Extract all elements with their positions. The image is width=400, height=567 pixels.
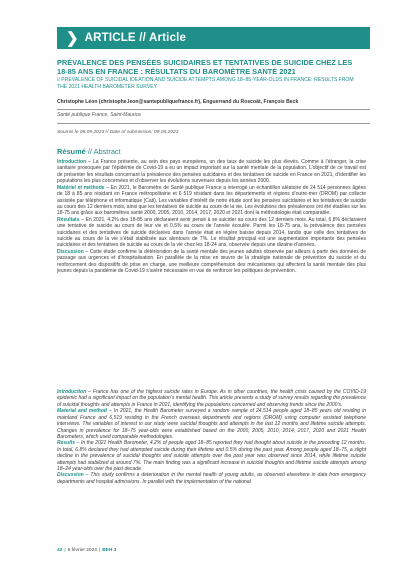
footer-separator: | bbox=[64, 548, 66, 553]
chevron-right-icon: ❯ bbox=[66, 29, 79, 47]
section-heading: Résultats bbox=[57, 216, 80, 223]
abstract-fr-method bbox=[57, 185, 366, 217]
section-text: – France has one of the highest suicide rates in Europe. As in other countries, the health crisis caused by the COVID-19 epidemic had a significant impact on the population’s mental health. This article presents a study of survey results regarding the prevalence of suicidal thoughts and attempts in France in 2021, identifying the populations concerned and observing trends since the 2000’s. bbox=[57, 389, 366, 408]
affiliation: Santé publique France, Saint-Maurice bbox=[57, 112, 141, 118]
issue-label: BEH 3 bbox=[102, 548, 117, 553]
abstract-fr bbox=[57, 159, 366, 275]
section-heading: Discussion bbox=[57, 472, 84, 479]
article-title: PRÉVALENCE DES PENSÉES SUICIDAIRES ET TENTATIVES DE SUICIDE CHEZ LES 18-85 ANS EN FRANCE : RÉSULTATS DU BAROMÈTRE SANTÉ 2021 bbox=[57, 58, 353, 77]
abstract-heading-fr: Résumé bbox=[57, 147, 86, 156]
submission-dates: Soumis le 05.09.2023 // Date of submission: 09.05.2023 bbox=[57, 130, 179, 135]
banner-label: ARTICLE // Article bbox=[84, 32, 187, 44]
divider bbox=[57, 109, 370, 110]
article-subtitle: // PREVALENCE OF SUICIDAL IDEATION AND SUICIDE ATTEMPTS AMONG 18–85-YEAR-OLDS IN FRANCE: RESULTS FROM THE 2021 HEALTH BAROMETER SURVEY bbox=[57, 77, 354, 90]
abstract-heading-en: // Abstract bbox=[85, 147, 121, 156]
section-heading: Discussion bbox=[57, 248, 84, 255]
abstract-fr-results bbox=[57, 217, 366, 249]
section-text: – Cette étude confirme la détérioration de la santé mentale des jeunes adultes observée par ailleurs à partir des données de passage aux urgences et d’hospitalisation. En parallèle de la mise en œuvre de la stratégie nationale de prévention du suicide et du renforcement des dispositifs de prise en charge, une meilleure compréhension des mécanismes qui affectent la santé mentale des plus jeunes depuis la pandémie de Covid-19 s’avère nécessaire en vue de renforcer les politiques de prévention. bbox=[57, 248, 366, 275]
abstract-en-results bbox=[57, 440, 366, 472]
author-list: Christophe Léon (christophe.leon@santepubliquefrance.fr), Enguerrand du Roscoät, François Beck bbox=[57, 99, 299, 105]
section-heading: Results bbox=[57, 440, 76, 447]
section-text: – La France présente, au sein des pays européens, un des taux de suicide les plus élevés. Comme à l’étranger, la crise sanitaire provoquée par l’épidémie de Covid-19 a eu un impact important sur la santé mentale de la population. L’objectif de ce travail est de présenter les résultats concernant la prévalence des pensées suicidaires et des tentatives de suicide en France en 2021, d’identifier les populations les plus concernées et d’observer les évolutions survenues depuis les années 2000. bbox=[57, 159, 366, 185]
section-text: – In 2021, the Health Barometer surveyed a random sample of 24,514 people aged 18–85 years old residing in mainland France and 6,519 residing in the French overseas departments and regions (DROM) using computer assisted telephone interviews. The variables of interest in our study were suicidal thoughts and attempts in the last 12 months and lifetime suicide attempts. Changes in prevalence for 18–75 year-olds were established based on the 2000, 2005, 2010, 2014, 2017, 2020 and 2021 Health Barometers, which used comparable methodologies. bbox=[57, 408, 366, 440]
section-heading: Material and method bbox=[57, 408, 107, 415]
abstract-fr-discussion bbox=[57, 249, 366, 275]
section-heading: Introduction bbox=[57, 389, 87, 395]
abstract-heading bbox=[57, 147, 121, 156]
section-text: – In the 2021 Health Barometer, 4.2% of people aged 18–85 reported they had thought about suicide in the preceding 12 months. In total, 6.8% declared they had attempted suicide during their lifetime and 0.5% during the past year. Among people aged 18–75, a slight decline in the prevalence of suicidal thoughts and suicide attempts over the past year was observed since 2014, while lifetime suicide attempts had stabilized at around 7%. The main finding was a significant increase in suicidal thoughts and lifetime suicide attempts among 18–24 year-olds over the past decade. bbox=[57, 440, 366, 473]
section-text: – This study confirms a deterioration in the mental health of young adults, as observed elsewhere in data from emergency departments and hospital admissions. In parallel with the implementation of the national bbox=[57, 472, 366, 485]
section-heading: Introduction bbox=[57, 159, 87, 165]
abstract-en-discussion bbox=[57, 472, 366, 485]
abstract-en-method bbox=[57, 408, 366, 440]
section-heading: Matériel et méthode bbox=[57, 184, 105, 191]
section-text: – En 2021, 4,2% des 18-85 ans déclaraient avoir pensé à se suicider au cours des 12 derniers mois. Au total, 6,8% déclaraient une tentative de suicide au cours de leur vie et 0,5% au cours de l’année écoulée. Parmi les 18-75 ans, la prévalence des pensées suicidaires et des tentatives de suicide déclarées dans l’année était en légère baisse depuis 2014, tandis que celle des tentatives de suicide au cours de la vie s’était stabilisée aux alentours de 7%. Le résultat principal est une augmentation importante des pensées suicidaires et des tentatives de suicide au cours de la vie chez les 18-24 ans, observée depuis une dizaine d’années. bbox=[57, 216, 366, 249]
article-banner bbox=[57, 27, 370, 49]
page-footer bbox=[57, 548, 116, 553]
abstract-fr-introduction bbox=[57, 159, 366, 185]
footer-separator: | bbox=[98, 548, 101, 553]
page-number: 42 bbox=[57, 548, 63, 553]
section-text: – En 2021, le Baromètre de Santé publique France a interrogé un échantillon aléatoire de 24 514 personnes âgées de 18 à 85 ans résidant en France métropolitaine et 6 519 résidant dans les départements et régions d’outre-mer (DROM) par collecte assistée par téléphone et informatique (Cati). Les variables d’intérêt de notre étude sont les pensées suicidaires et les tentatives de suicide au cours des 12 derniers mois, ainsi que les tentatives de suicide au cours de la vie. Les évolutions des prévalences ont été établies sur les 18-75 ans grâce aux baromètres santé 2000, 2005, 2010, 2014, 2017, 2020 et 2021 dont la méthodologie était comparable. bbox=[57, 184, 366, 217]
divider bbox=[57, 123, 370, 124]
issue-date: 5 février 2024 bbox=[67, 548, 97, 553]
abstract-en bbox=[57, 389, 366, 485]
abstract-en-introduction bbox=[57, 389, 366, 408]
